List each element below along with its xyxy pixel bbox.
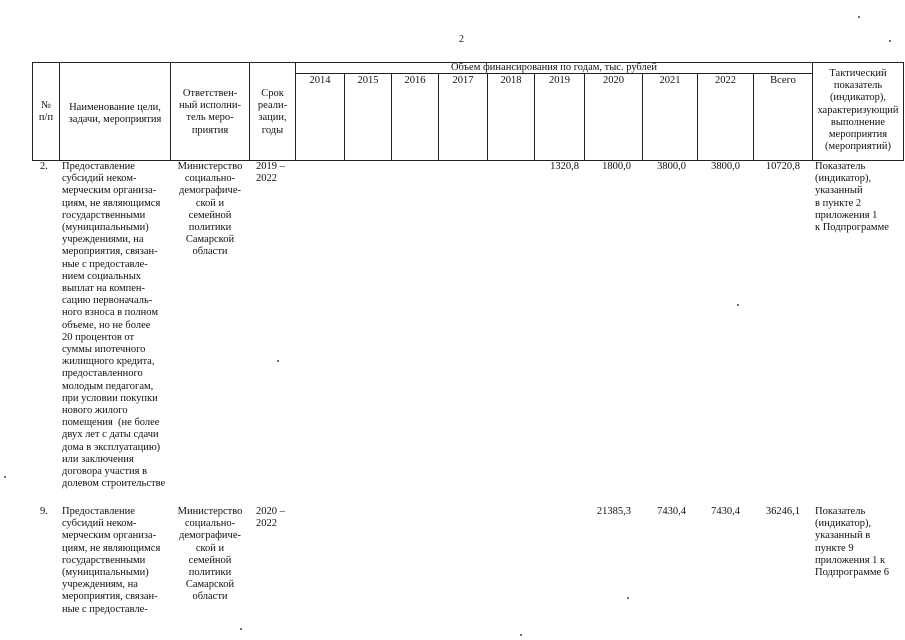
header-name: Наименование цели, задачи, мероприятия — [68, 102, 162, 126]
row-term: 2019 – 2022 — [256, 161, 285, 185]
year-2017: 2017 — [452, 75, 474, 86]
value-2022: 3800,0 — [711, 161, 740, 172]
value-2019: 1320,8 — [550, 161, 579, 172]
header-num: № п/п — [38, 100, 54, 124]
year-2019: 2019 — [549, 75, 570, 86]
header-indicator: Тактический показатель (индикатор), характеризующий выполнение мероприятия (мероприятий) — [817, 68, 899, 153]
row-name: Предоставление субсидий неком- мерческим организа- циям, не являющимся государственными (муниципальными) учреждениям, на мероприятия, связан- ные с предоставле- — [62, 506, 161, 615]
row-num: 9. — [40, 506, 48, 517]
header-responsible: Ответствен- ный исполни- тель меро- приятия — [179, 88, 241, 136]
year-2022: 2022 — [715, 75, 736, 86]
value-2020: 21385,3 — [596, 506, 631, 517]
scan-speck — [737, 304, 739, 306]
year-2016: 2016 — [404, 75, 426, 86]
header-funding: Объем финансирования по годам, тыс. рублей — [450, 62, 658, 73]
row-name: Предоставление субсидий неком- мерческим организа- циям, не являющимся государственными (муниципальными) учреждениями, на мероприятия, связан- ные с предоставле- нием социальных выплат на компен- сацию первоначаль- ного взноса в полном объеме, но не более 20 процентов от суммы ипотечного жилищного кредита, предоставленного молодым педагогам, при условии покупки нового жилого помещения (не более двух лет с даты сдачи дома в эксплуатацию) или заключения договора участия в долевом строительстве — [62, 161, 166, 490]
scan-speck — [858, 16, 860, 18]
scan-speck — [627, 597, 629, 599]
row-responsible: Министерство социально- демографиче- ской и семейной политики Самарской области — [177, 161, 243, 258]
year-2020: 2020 — [603, 75, 624, 86]
value-total: 36246,1 — [765, 506, 800, 517]
year-2021: 2021 — [659, 75, 681, 86]
value-2020: 1800,0 — [602, 161, 631, 172]
value-total: 10720,8 — [765, 161, 800, 172]
row-responsible: Министерство социально- демографиче- ской и семейной политики Самарской области — [177, 506, 243, 603]
year-2018: 2018 — [500, 75, 522, 86]
value-2021: 3800,0 — [657, 161, 686, 172]
year-total: Всего — [770, 75, 796, 86]
scan-speck — [4, 476, 6, 478]
row-term: 2020 – 2022 — [256, 506, 285, 530]
year-2014: 2014 — [309, 75, 331, 86]
year-2015: 2015 — [357, 75, 379, 86]
scan-speck — [520, 634, 522, 636]
row-num: 2. — [40, 161, 48, 172]
row-indicator: Показатель (индикатор), указанный в пункте 9 приложения 1 к Подпрограмме 6 — [815, 506, 890, 579]
value-2021: 7430,4 — [657, 506, 686, 517]
scan-speck — [889, 40, 891, 42]
page-number: 2 — [459, 34, 464, 45]
scan-speck — [277, 360, 279, 362]
row-indicator: Показатель (индикатор), указанный в пункте 2 приложения 1 к Подпрограмме — [815, 161, 889, 234]
value-2022: 7430,4 — [711, 506, 740, 517]
header-term: Срок реали- зации, годы — [257, 88, 288, 136]
scan-speck — [240, 628, 242, 630]
